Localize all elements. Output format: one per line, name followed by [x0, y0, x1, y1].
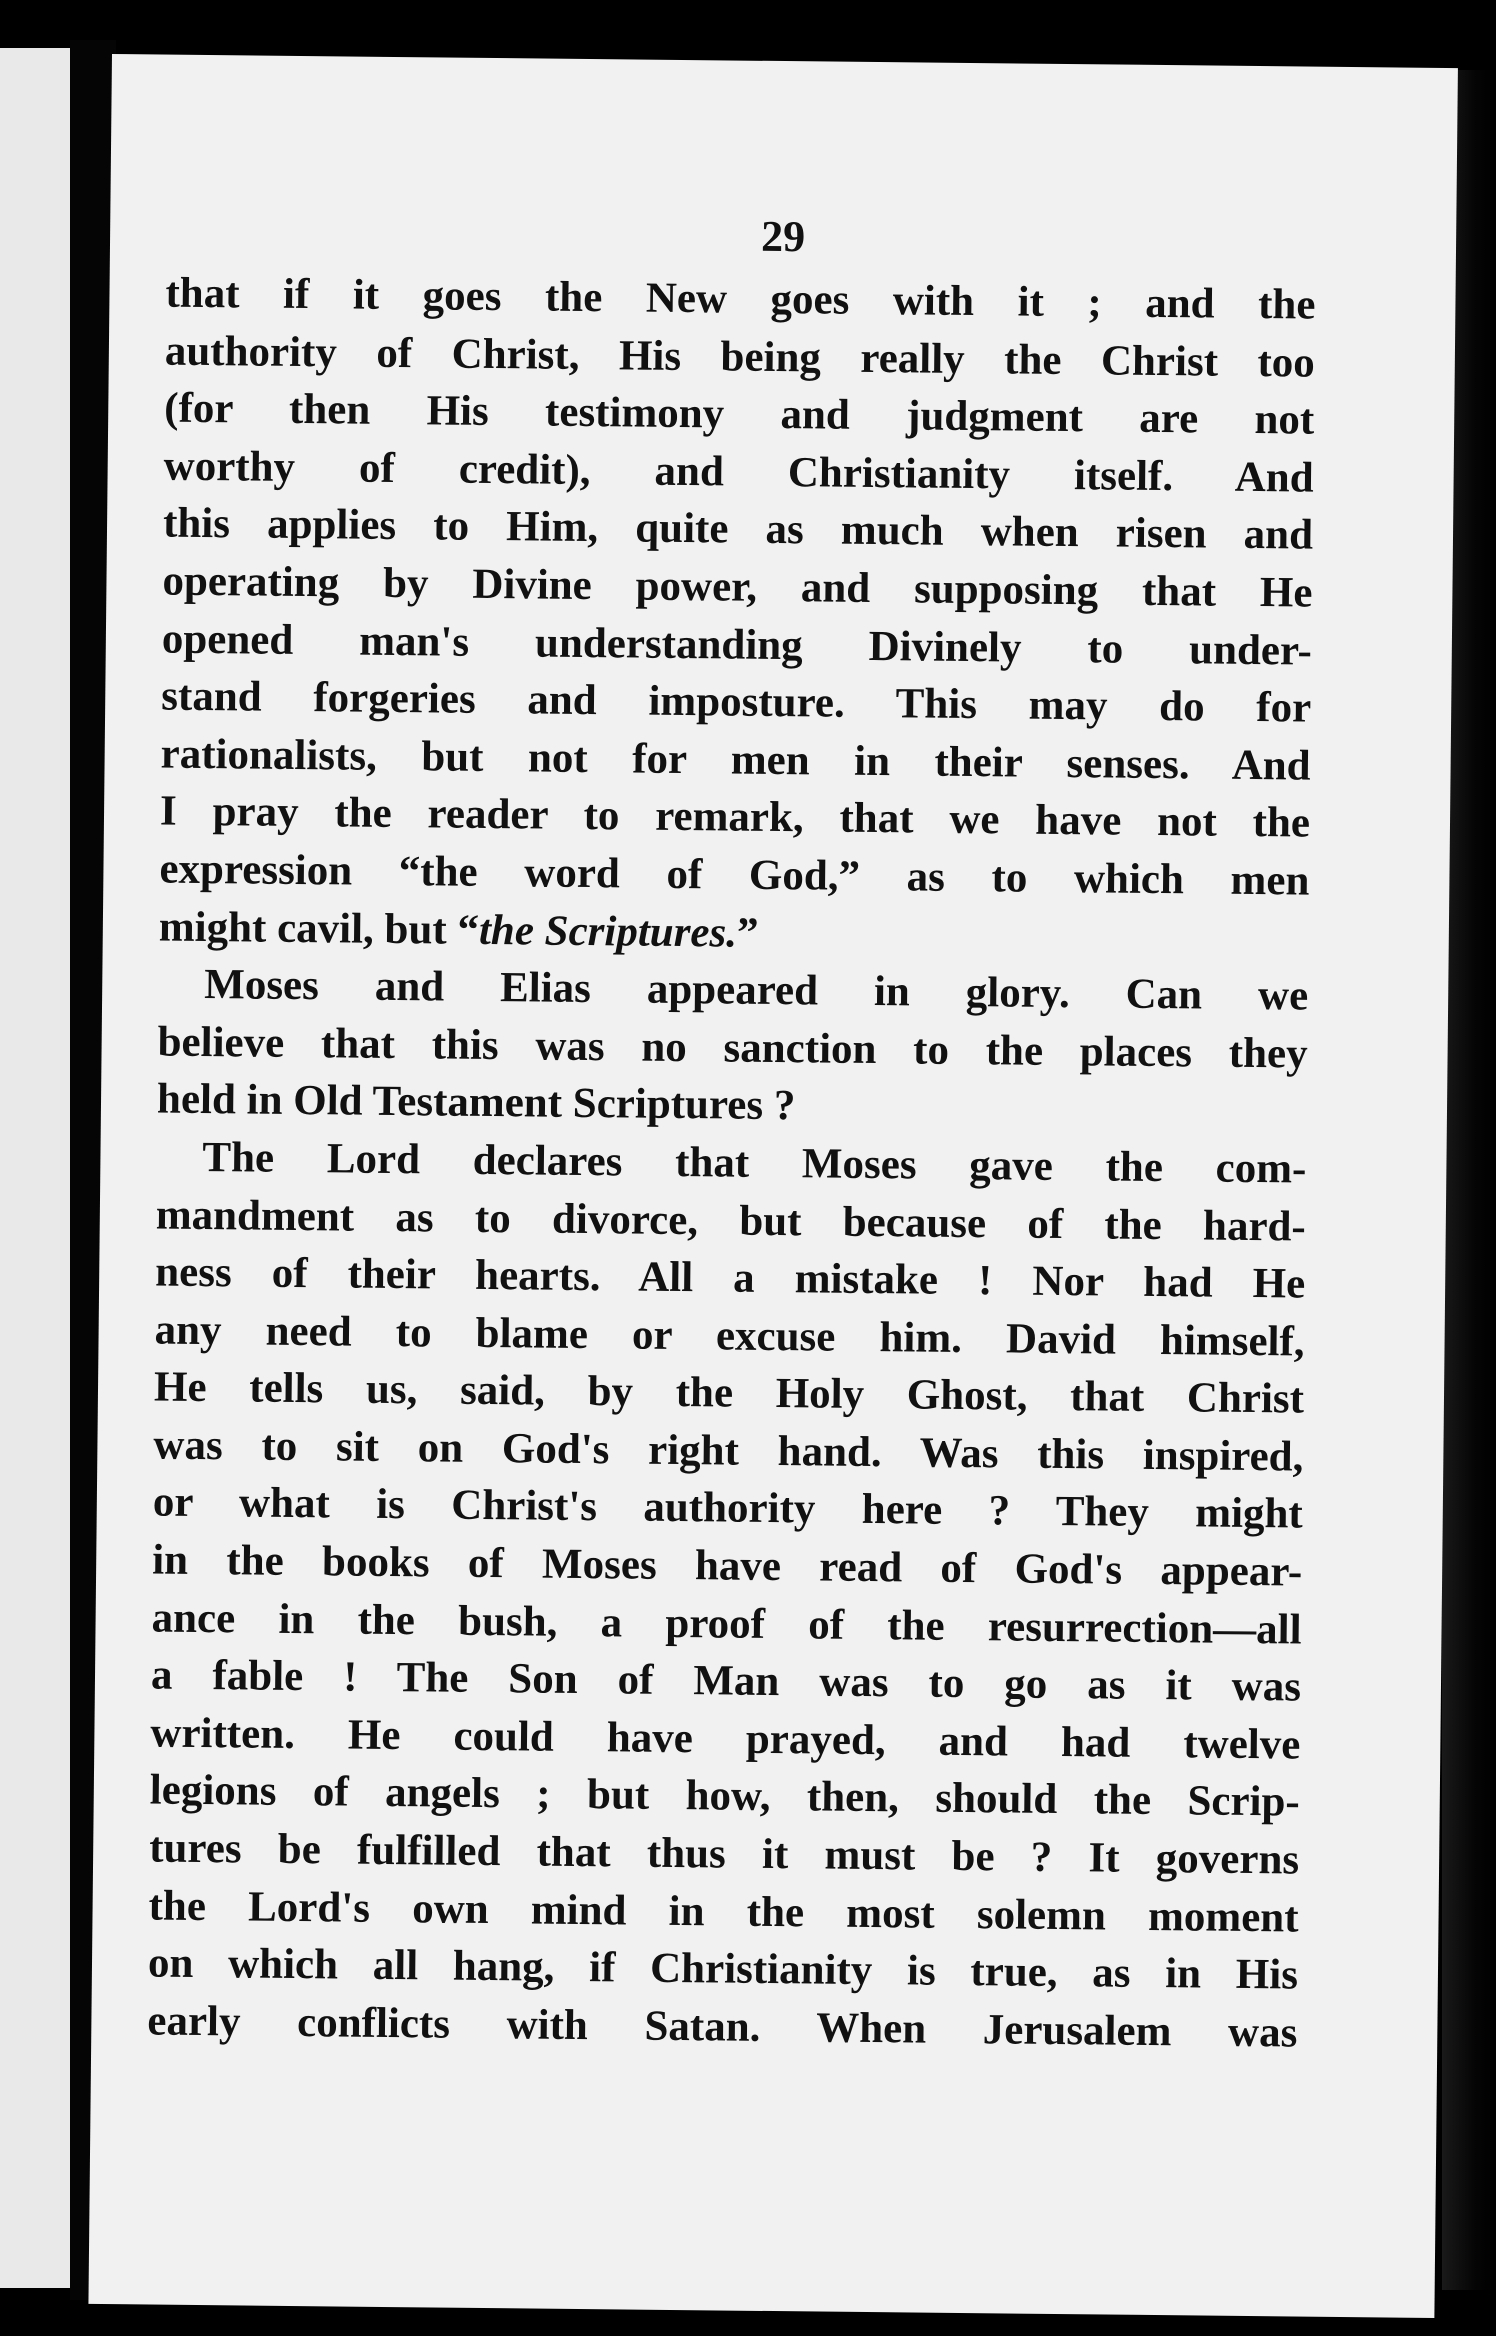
text-line: or what is Christ's authority here ? They might — [152, 1478, 1304, 1539]
text-line: tures be fulfilled that thus it must be ? It governs — [148, 1824, 1300, 1884]
text-line: early conflicts with Satan. When Jerusalem was — [147, 1997, 1298, 2057]
text-line: written. He could have prayed, and had twelve — [150, 1709, 1301, 1769]
text-line: authority of Christ, His being really the Christ too — [164, 327, 1316, 387]
text-line: opened man's understanding Divinely to under- — [161, 615, 1313, 675]
text-line: ance in the bush, a proof of the resurrection—all — [151, 1594, 1302, 1654]
text-line: that if it goes the New goes with it ; and the — [165, 269, 1316, 329]
text-line: He tells us, said, by the Holy Ghost, that Christ — [153, 1363, 1305, 1423]
text-line: the Lord's own mind in the most solemn moment — [148, 1882, 1299, 1942]
text-line: operating by Divine power, and supposing that He — [162, 557, 1313, 617]
text-line: this applies to Him, quite as much when risen and — [162, 499, 1314, 559]
text-line: ness of their hearts. All a mistake ! Nor had He — [155, 1248, 1306, 1308]
text-line: worthy of credit), and Christianity itself. And — [163, 442, 1314, 502]
text-line: believe that this was no sanction to the places they — [157, 1018, 1308, 1078]
text-line: I pray the reader to remark, that we have not the — [159, 787, 1311, 847]
text-line: rationalists, but not for men in their senses. And — [160, 730, 1311, 790]
text-line: expression “the word of God,” as to which men — [159, 845, 1310, 905]
text-line: legions of angels ; but how, then, should the Scrip- — [149, 1766, 1301, 1826]
text-line: mandment as to divorce, but because of the hard- — [155, 1191, 1307, 1251]
text-line: in the books of Moses have read of God's appear- — [151, 1536, 1303, 1596]
text-line: was to sit on God's right hand. Was this inspired, — [153, 1421, 1304, 1481]
text-line: (for then His testimony and judgment are not — [164, 384, 1315, 444]
book-page — [88, 54, 1457, 2318]
text-line: held in Old Testament Scriptures ? — [156, 1075, 796, 1130]
text-line: Moses and Elias appeared in glory. Can we — [204, 961, 1309, 1020]
text-line: might cavil, but “the Scriptures.” — [158, 903, 759, 957]
page-number: 29 — [760, 211, 806, 262]
text-line: stand forgeries and imposture. This may do for — [161, 672, 1312, 732]
text-line: The Lord declares that Moses gave the com- — [202, 1133, 1307, 1193]
body-text — [147, 265, 1316, 2062]
facing-page-edge — [0, 48, 76, 2288]
text-line: on which all hang, if Christianity is true, as in His — [147, 1939, 1299, 1999]
text-line: any need to blame or excuse him. David himself, — [154, 1306, 1305, 1366]
text-line: a fable ! The Son of Man was to go as it was — [150, 1651, 1302, 1711]
